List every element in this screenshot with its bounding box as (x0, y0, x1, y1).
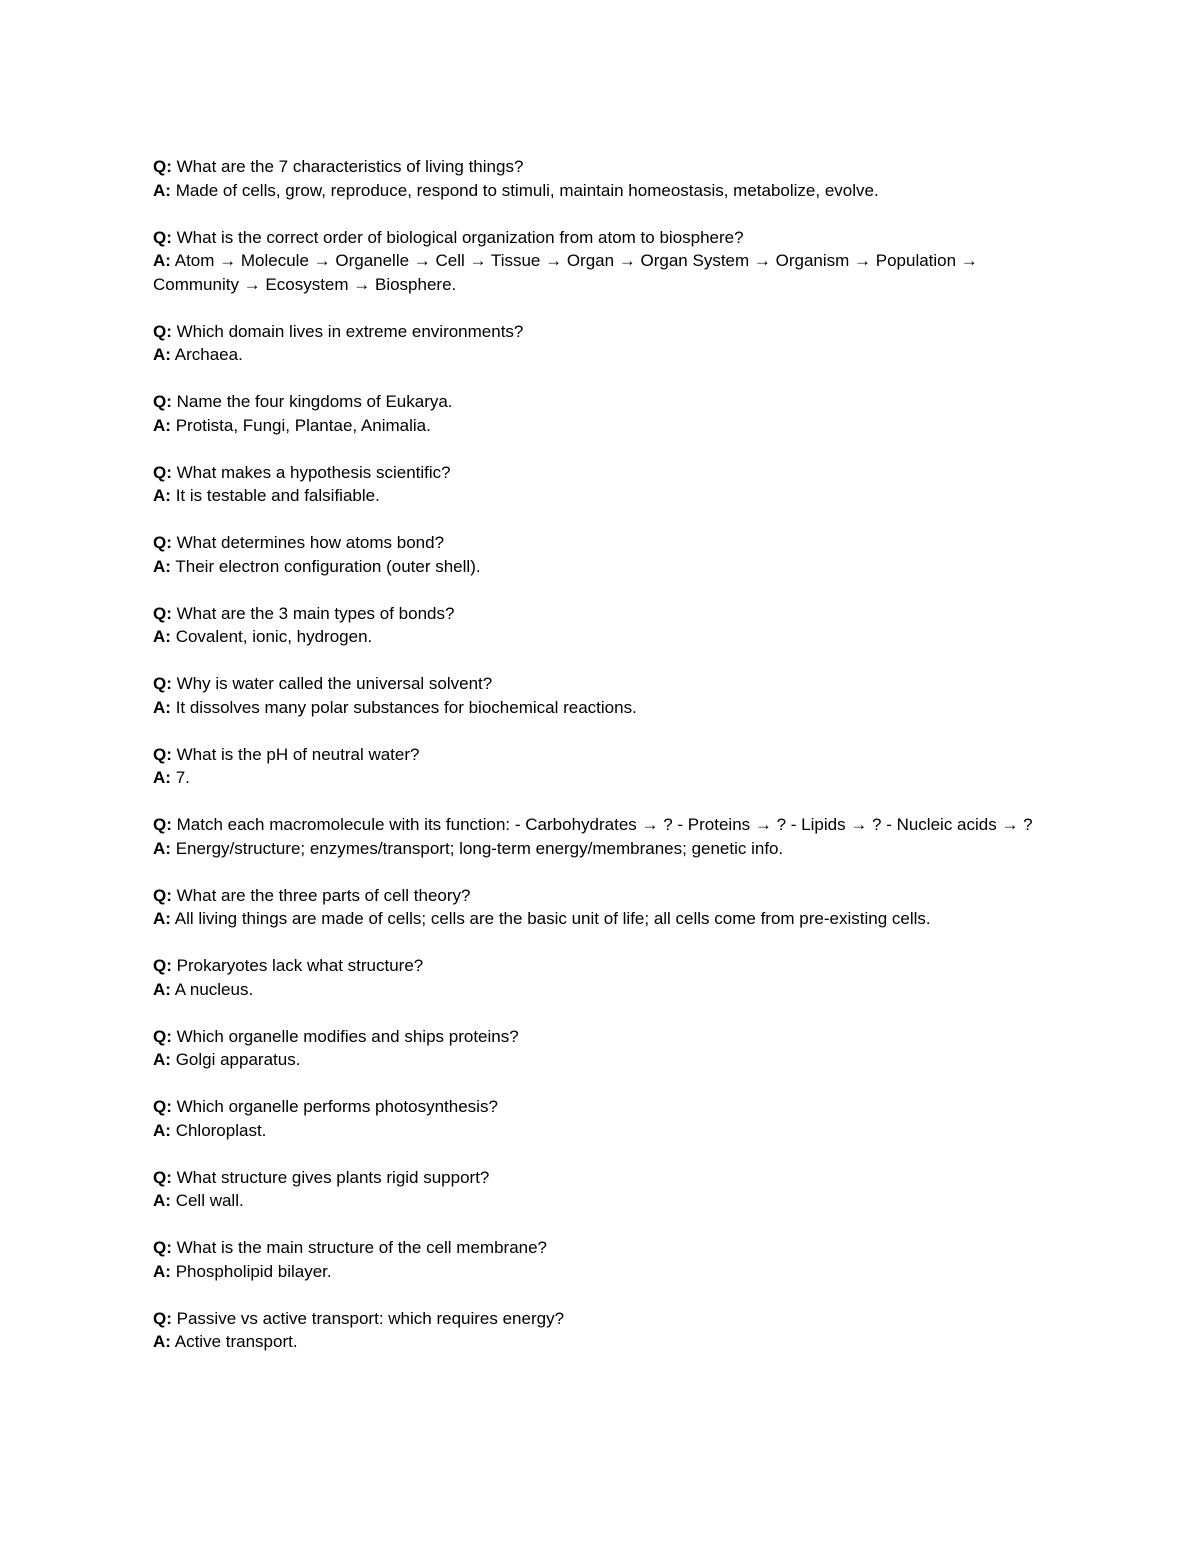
question-line (153, 1236, 1063, 1260)
question-text: What determines how atoms bond? (176, 533, 445, 552)
answer-text: Golgi apparatus. (175, 1050, 301, 1069)
question-text: What is the main structure of the cell membrane? (176, 1238, 548, 1257)
question-line (153, 602, 1063, 626)
answer-text: Archaea. (174, 345, 243, 364)
question-line (153, 461, 1063, 485)
qa-item (153, 1095, 1063, 1142)
answer-label: A: (153, 768, 171, 787)
question-text: What is the correct order of biological organization from atom to biosphere? (176, 227, 744, 247)
question-line (153, 390, 1063, 414)
question-label: Q: (153, 1097, 172, 1116)
question-label: Q: (153, 674, 172, 693)
answer-text: Atom → Molecule → Organelle → Cell → Tissue → Organ → Organ System → Organism → Population → Community → Ecosystem → Biosphere. (153, 251, 978, 294)
answer-label: A: (153, 1050, 171, 1069)
question-label: Q: (153, 227, 172, 247)
answer-label: A: (153, 838, 171, 858)
answer-label: A: (153, 556, 171, 576)
question-line (153, 320, 1063, 344)
answer-text: It dissolves many polar substances for biochemical reactions. (175, 697, 637, 717)
question-label: Q: (153, 603, 172, 623)
answer-label: A: (153, 1120, 171, 1140)
question-text: Which organelle modifies and ships proteins? (176, 1026, 519, 1046)
answer-line (153, 625, 1063, 649)
question-label: Q: (153, 1167, 172, 1187)
answer-label: A: (153, 345, 171, 364)
answer-text: Phospholipid bilayer. (175, 1261, 332, 1281)
answer-text: All living things are made of cells; cells are the basic unit of life; all cells come from pre-existing cells. (174, 909, 931, 928)
qa-item (153, 602, 1063, 649)
answer-text: Cell wall. (175, 1191, 244, 1210)
qa-item (153, 1025, 1063, 1072)
answer-line (153, 766, 1063, 790)
question-label: Q: (153, 157, 172, 176)
question-text: What structure gives plants rigid support? (176, 1167, 490, 1187)
answer-label: A: (153, 627, 171, 646)
question-line (153, 226, 1063, 250)
answer-line (153, 1119, 1063, 1143)
question-text: Passive vs active transport: which requires energy? (176, 1308, 565, 1328)
question-text: What are the 7 characteristics of living things? (176, 157, 524, 176)
answer-text: It is testable and falsifiable. (175, 486, 380, 505)
qa-item (153, 1166, 1063, 1213)
question-label: Q: (153, 1026, 172, 1046)
question-label: Q: (153, 392, 172, 411)
answer-line (153, 907, 1063, 931)
question-line (153, 155, 1063, 179)
question-text: What are the three parts of cell theory? (176, 885, 471, 905)
qa-item (153, 226, 1063, 297)
answer-line (153, 179, 1063, 203)
question-text: Which organelle performs photosynthesis? (176, 1097, 498, 1116)
answer-text: Active transport. (174, 1332, 298, 1351)
question-label: Q: (153, 815, 172, 834)
question-label: Q: (153, 744, 172, 764)
answer-line (153, 1048, 1063, 1072)
qa-item (153, 1307, 1063, 1354)
answer-line (153, 343, 1063, 367)
qa-item (153, 743, 1063, 790)
qa-item (153, 531, 1063, 578)
question-line (153, 1166, 1063, 1190)
answer-text: Protista, Fungi, Plantae, Animalia. (175, 415, 431, 435)
question-line (153, 1307, 1063, 1331)
answer-text: Covalent, ionic, hydrogen. (175, 627, 373, 646)
question-label: Q: (153, 885, 172, 905)
answer-label: A: (153, 909, 171, 928)
answer-label: A: (153, 180, 171, 200)
question-label: Q: (153, 1308, 172, 1328)
answer-label: A: (153, 1261, 171, 1281)
answer-line (153, 978, 1063, 1002)
question-line (153, 672, 1063, 696)
answer-line (153, 249, 1063, 296)
answer-line (153, 837, 1063, 861)
answer-line (153, 1189, 1063, 1213)
answer-text: Made of cells, grow, reproduce, respond to stimuli, maintain homeostasis, metabolize, evolve. (175, 180, 879, 200)
answer-text: 7. (175, 768, 190, 787)
question-text: What are the 3 main types of bonds? (176, 603, 455, 623)
answer-line (153, 1260, 1063, 1284)
question-line (153, 531, 1063, 555)
answer-text: Energy/structure; enzymes/transport; long-term energy/membranes; genetic info. (175, 838, 784, 858)
question-text: What makes a hypothesis scientific? (176, 462, 451, 482)
question-text: Match each macromolecule with its function: - Carbohydrates → ? - Proteins → ? - Lipids → ? - Nucleic acids → ? (176, 815, 1033, 834)
question-text: What is the pH of neutral water? (176, 744, 420, 764)
answer-line (153, 1330, 1063, 1354)
answer-label: A: (153, 486, 171, 505)
answer-line (153, 696, 1063, 720)
question-line (153, 884, 1063, 908)
answer-label: A: (153, 415, 171, 435)
question-label: Q: (153, 1238, 172, 1257)
answer-label: A: (153, 251, 171, 270)
qa-item (153, 884, 1063, 931)
answer-text: Their electron configuration (outer shell). (175, 556, 481, 576)
answer-text: A nucleus. (174, 979, 254, 999)
question-line (153, 1095, 1063, 1119)
question-line (153, 954, 1063, 978)
question-label: Q: (153, 533, 172, 552)
question-line (153, 813, 1063, 837)
question-line (153, 743, 1063, 767)
qa-item (153, 954, 1063, 1001)
question-text: Prokaryotes lack what structure? (176, 956, 424, 975)
answer-text: Chloroplast. (175, 1120, 267, 1140)
qa-item (153, 155, 1063, 202)
question-label: Q: (153, 462, 172, 482)
qa-item (153, 1236, 1063, 1283)
answer-line (153, 484, 1063, 508)
question-label: Q: (153, 956, 172, 975)
qa-item (153, 672, 1063, 719)
qa-item (153, 390, 1063, 437)
question-text: Which domain lives in extreme environments? (176, 321, 524, 341)
answer-label: A: (153, 697, 171, 717)
answer-label: A: (153, 1191, 171, 1210)
question-label: Q: (153, 321, 172, 341)
answer-label: A: (153, 1332, 171, 1351)
qa-item (153, 320, 1063, 367)
answer-label: A: (153, 979, 171, 999)
answer-line (153, 555, 1063, 579)
answer-line (153, 414, 1063, 438)
qa-item (153, 813, 1063, 860)
qa-document (153, 155, 1063, 1377)
qa-item (153, 461, 1063, 508)
question-text: Why is water called the universal solvent? (176, 674, 493, 693)
question-line (153, 1025, 1063, 1049)
question-text: Name the four kingdoms of Eukarya. (176, 392, 453, 411)
